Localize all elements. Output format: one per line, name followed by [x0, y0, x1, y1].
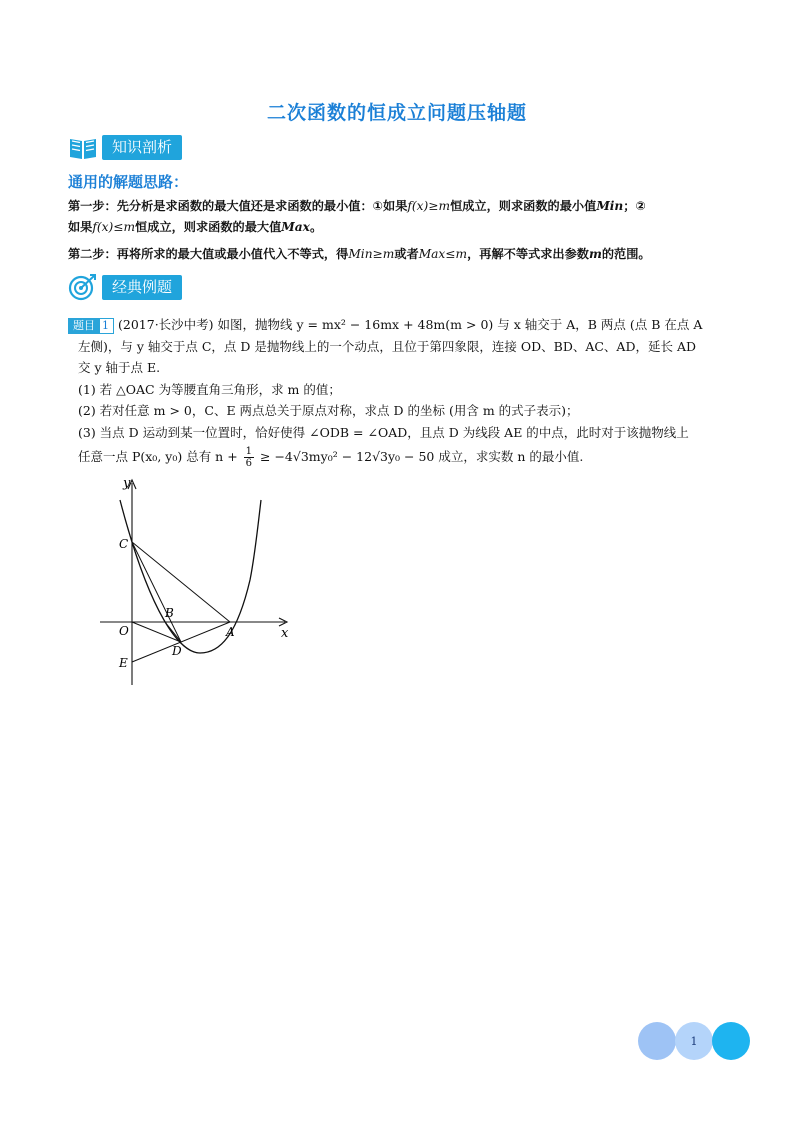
label-O: O: [119, 624, 129, 638]
page-number: 1: [690, 1035, 698, 1048]
problem-part-1: (1) 若 △OAC 为等腰直角三角形，求 m 的值；: [78, 381, 341, 397]
label-E: E: [119, 656, 128, 670]
problem-text-3: 交 y 轴于点 E.: [78, 360, 161, 375]
segment-CA: [132, 542, 230, 622]
label-B: B: [165, 606, 174, 620]
step-one-ineq-2: f(x)≤m: [92, 220, 136, 234]
problem-line-1: [68, 314, 758, 336]
fraction-numerator: 1: [245, 446, 253, 457]
segment-CD: [132, 542, 181, 642]
problem-1: [68, 314, 758, 469]
fraction-denominator: 6: [245, 458, 253, 469]
step-one-text-a: 第一步：先分析是求函数的最大值还是求函数的最小值：①如果: [68, 199, 408, 213]
label-y: y: [123, 476, 131, 491]
label-A: A: [226, 625, 235, 639]
problem-part-3b: [68, 446, 758, 469]
step-one-max: Max: [281, 220, 310, 234]
problem-number: 1: [97, 318, 114, 334]
step-one: [68, 196, 758, 238]
target-icon: [68, 273, 98, 301]
problem-part-3b-pre: 任意一点 P(x₀, y₀) 总有 n +: [78, 449, 238, 464]
problem-badge: 题目: [68, 318, 100, 334]
label-D: D: [172, 644, 182, 658]
problem-text-1: (2017·长沙中考) 如图，抛物线 y = mx² − 16mx + 48m(m > 0) 与 x 轴交于 A，B 两点 (点 B 在点 A: [118, 317, 703, 332]
page-number-badge: [638, 1020, 752, 1064]
step-two-m: m: [588, 247, 602, 261]
step-one-text-d: 如果: [68, 220, 93, 234]
section-label-analysis: 知识剖析: [102, 135, 182, 160]
problem-part-3b-post: ≥ −4√3my₀² − 12√3y₀ − 50 成立，求实数 n 的最小值.: [260, 449, 584, 464]
parabola-figure: [95, 475, 295, 690]
step-two-text-d: 的范围。: [601, 247, 651, 261]
fraction-one-sixth: [244, 446, 254, 469]
problem-text-2: 左侧)，与 y 轴交于点 C，点 D 是抛物线上的一个动点，且位于第四象限，连接 OD、BD、AC、AD，延长 AD: [78, 338, 697, 354]
step-one-text-b: 恒成立，则求函数的最小值: [450, 199, 597, 213]
section-label-examples: 经典例题: [102, 275, 182, 300]
step-one-min: Min: [596, 199, 624, 213]
parabola-curve: [120, 500, 261, 653]
page-title: 二次函数的恒成立问题压轴题: [266, 102, 527, 124]
step-two-text-b: 或者: [394, 247, 419, 261]
label-x: x: [281, 626, 289, 641]
step-one-text-e: 恒成立，则求函数的最大值: [135, 220, 282, 234]
step-one-text-f: 。: [309, 220, 323, 234]
step-one-ineq-1: f(x)≥m: [407, 199, 451, 213]
step-two-ineq-1: Min≥m: [348, 247, 395, 261]
problem-part-3a: (3) 当点 D 运动到某一位置时，恰好使得 ∠ODB = ∠OAD，且点 D 为线段 AE 的中点，此时对于该抛物线上: [78, 424, 689, 440]
section-header-analysis: [68, 133, 182, 161]
segment-OD: [132, 622, 181, 642]
step-two: [68, 244, 758, 265]
subheading: 通用的解题思路：: [68, 173, 189, 191]
step-one-text-c: ；②: [623, 199, 646, 213]
step-two-text-c: ，再解不等式求出参数: [467, 247, 589, 261]
pager-circle-left: [638, 1022, 676, 1060]
pager-circle-right: [712, 1022, 750, 1060]
step-two-ineq-2: Max≤m: [418, 247, 468, 261]
label-C: C: [119, 537, 129, 551]
problem-part-2: (2) 若对任意 m > 0，C、E 两点总关于原点对称，求点 D 的坐标 (用含 m 的式子表示)；: [78, 403, 579, 418]
book-icon: [68, 133, 98, 161]
section-header-examples: [68, 273, 182, 301]
step-two-text-a: 第二步：再将所求的最大值或最小值代入不等式，得: [68, 247, 349, 261]
